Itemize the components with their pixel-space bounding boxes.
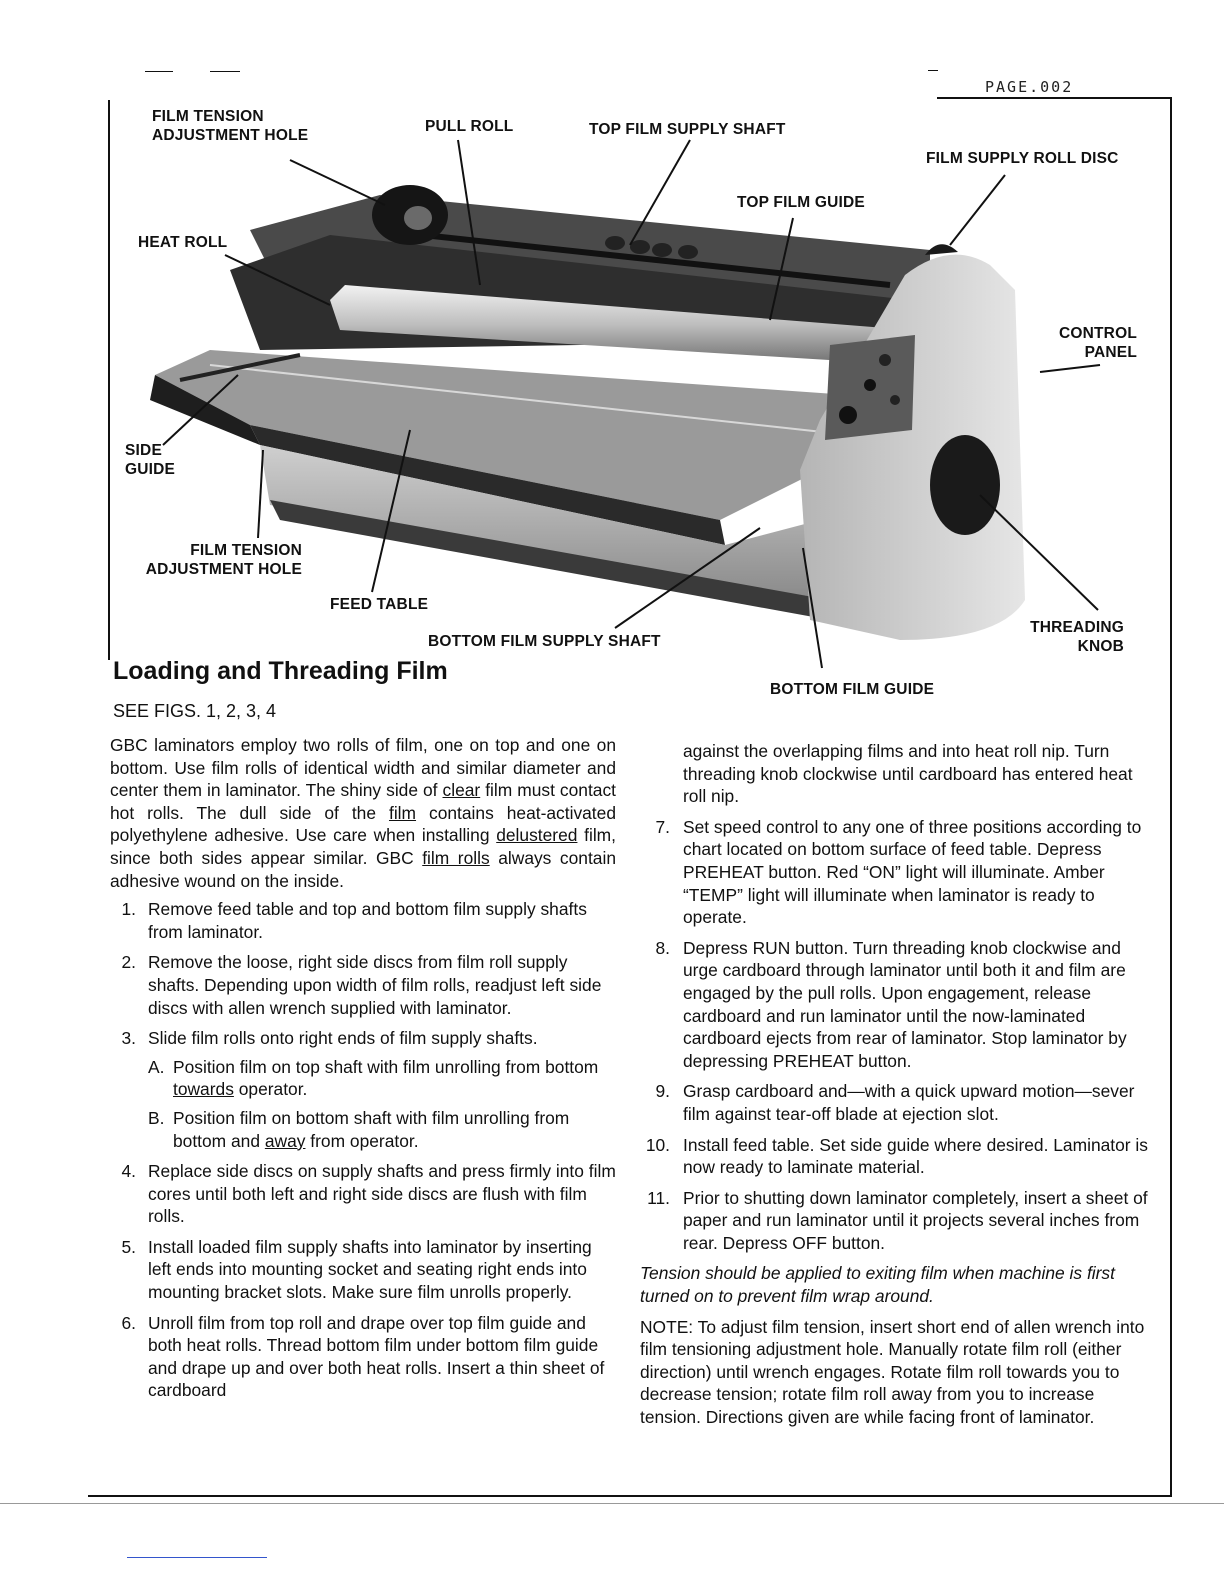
tension-note: Tension should be applied to exiting film when machine is first turned on to prevent film wrap around. (640, 1263, 1115, 1307)
substep-text: Position film on bottom shaft with film unrolling from bottom and (173, 1107, 570, 1151)
blue-mark (127, 1557, 267, 1558)
callout-top-film-supply-shaft: TOP FILM SUPPLY SHAFT (589, 121, 786, 138)
callout-line-1: FILM TENSION (152, 108, 264, 125)
page-id: PAGE.002 (985, 78, 1074, 96)
callout-line-2: ADJUSTMENT HOLE (145, 561, 302, 578)
callout-bottom-film-supply-shaft: BOTTOM FILM SUPPLY SHAFT (428, 633, 661, 650)
steps-list-right (640, 816, 1150, 1255)
intro-text-1: GBC laminators employ two rolls of film, one on top and one on bottom. Use film rolls of identical width and similar diameter and center them in laminator. The shiny side of (110, 735, 616, 801)
callout-bottom-film-guide: BOTTOM FILM GUIDE (770, 681, 935, 698)
step-3 (110, 1027, 616, 1152)
step-text: Install feed table. Set side guide where desired. Laminator is now ready to laminate material. (683, 1134, 1148, 1178)
intro-delustered: delustered (496, 825, 578, 846)
substep-text: Position film on top shaft with film unrolling from bottom (173, 1056, 599, 1077)
step-text: Replace side discs on supply shafts and press firmly into film cores until both left and right side discs are flush with film rolls. (148, 1161, 616, 1227)
step-number: 5. (121, 1236, 136, 1257)
step-number: 7. (655, 816, 670, 837)
adjust-tension-note: NOTE: To adjust film tension, insert short end of allen wrench into film tensioning adjustment hole. Manually rotate film roll (either direction) until wrench engages. Rotate film roll towards you to decrease tension; rotate film roll away from you to increase tension. Directions given are while facing front of laminator. (640, 1316, 1145, 1428)
step-9 (640, 1080, 1150, 1125)
step-text: Remove the loose, right side discs from film roll supply shafts. Depending upon width of film rolls, readjust left side discs with allen wrench supplied with laminator. (148, 952, 602, 1018)
callout-pull-roll: PULL ROLL (425, 118, 514, 135)
substep-a (148, 1056, 616, 1101)
substep-underlined: away (264, 1130, 306, 1151)
callout-feed-table: FEED TABLE (330, 596, 429, 613)
callout-line-2: PANEL (1084, 344, 1137, 361)
step-5 (110, 1236, 616, 1304)
substep-b (148, 1107, 616, 1152)
callout-line-1: SIDE (125, 442, 162, 459)
step-text: Install loaded film supply shafts into laminator by inserting left ends into mounting socket and seating right ends into mounting bracket slots. Make sure film unrolls properly. (148, 1236, 592, 1303)
callout-threading-knob (1010, 618, 1124, 656)
callout-line-2: GUIDE (125, 461, 176, 478)
intro-paragraph (110, 734, 616, 892)
step-8 (640, 937, 1150, 1073)
intro-text-5: always contain adhesive wound on the inside. (110, 847, 616, 891)
callout-control-panel (1020, 324, 1137, 362)
right-column (640, 740, 1150, 1435)
frame-bottom (88, 1495, 1172, 1497)
intro-film-rolls: film rolls (422, 847, 490, 868)
step-number: 6. (121, 1312, 136, 1333)
callout-top-film-guide: TOP FILM GUIDE (737, 194, 865, 211)
scan-edge (0, 1503, 1224, 1504)
film-supply-disc-left (372, 185, 448, 245)
substep-letter: A. (148, 1056, 165, 1077)
steps-list-left (110, 898, 616, 1402)
intro-clear: clear (442, 780, 481, 801)
step-10 (640, 1134, 1150, 1179)
see-figs: SEE FIGS. 1, 2, 3, 4 (113, 701, 277, 721)
step-7 (640, 816, 1150, 929)
step-2 (110, 951, 616, 1019)
callout-line-1: THREADING (1030, 619, 1124, 636)
step-text: Prior to shutting down laminator completely, insert a sheet of paper and run laminator until it projects several inches from rear. Depress OFF button. (683, 1187, 1148, 1253)
callout-film-tension-adjustment-hole-bottom (120, 541, 302, 579)
callout-heat-roll: HEAT ROLL (138, 234, 228, 251)
callout-film-tension-adjustment-hole-top (152, 107, 308, 145)
step-number: 10. (645, 1134, 670, 1155)
step-6 (110, 1312, 616, 1402)
step-number: 11. (647, 1187, 670, 1208)
left-column (110, 734, 616, 1410)
step-11 (640, 1187, 1150, 1255)
step-text: Depress RUN button. Turn threading knob clockwise and urge cardboard through laminator until both it and film are engaged by the pull rolls. Upon engagement, release cardboard and run laminator until the now-laminated cardboard ejects from rear of laminator. Stop laminator by depressing PREHEAT button. (683, 937, 1127, 1071)
step-text: Remove feed table and top and bottom film supply shafts from laminator. (148, 899, 587, 942)
intro-film: film (388, 802, 417, 823)
control-panel (825, 335, 915, 440)
substep-letter: B. (148, 1107, 165, 1128)
step-4 (110, 1160, 616, 1228)
step-text: Grasp cardboard and—with a quick upward motion—sever film against tear-off blade at ejection slot. (683, 1081, 1135, 1124)
callout-line-1: CONTROL (1058, 325, 1137, 342)
intro-text-4: film, since both sides appear similar. GBC (110, 825, 616, 868)
step-number: 2. (121, 952, 136, 973)
step-number: 8. (655, 937, 670, 958)
callout-line-2: ADJUSTMENT HOLE (152, 127, 309, 144)
step-1 (110, 898, 616, 943)
step-6-continued: against the overlapping films and into heat roll nip. Turn threading knob clockwise until cardboard has entered heat roll nip. (683, 741, 1133, 807)
step-text: Slide film rolls onto right ends of film supply shafts. (148, 1028, 538, 1049)
step-number: 1. (121, 899, 136, 920)
step-text: Unroll film from top roll and drape over top film guide and both heat rolls. Thread bottom film under bottom film guide and drape up and over both heat rolls. Insert a thin sheet of cardboard (148, 1312, 605, 1401)
intro-text-2: film must contact hot rolls. The dull side of the (110, 780, 616, 823)
callout-film-supply-roll-disc: FILM SUPPLY ROLL DISC (926, 150, 1119, 167)
step-number: 3. (121, 1028, 136, 1049)
substep-text-end: operator. (233, 1079, 308, 1100)
callout-line-2: KNOB (1077, 638, 1124, 655)
step-number: 4. (121, 1161, 136, 1182)
substep-text-end: from operator. (305, 1130, 419, 1151)
step-number: 9. (655, 1081, 670, 1102)
substep-underlined: towards (173, 1079, 234, 1100)
callout-line-1: FILM TENSION (190, 542, 302, 559)
intro-text-3: contains heat-activated polyethylene adhesive. Use care when installing (110, 802, 616, 846)
step-text: Set speed control to any one of three positions according to chart located on bottom surface of feed table. Depress PREHEAT button. Red “ON” light will illuminate. Amber “TEMP” light will illuminate when laminator is ready to operate. (683, 816, 1142, 928)
callout-side-guide (125, 441, 175, 479)
section-title: Loading and Threading Film (113, 657, 448, 685)
